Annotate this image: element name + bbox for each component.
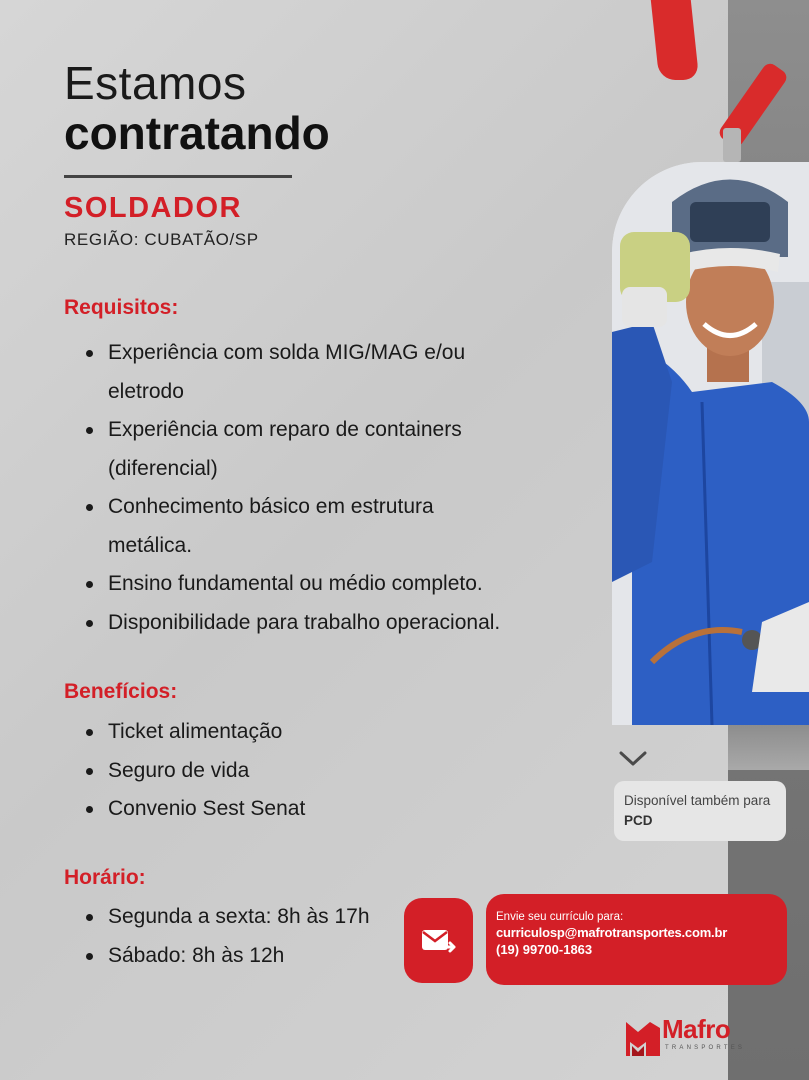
contact-card (486, 894, 787, 985)
brand-name: Mafro (662, 1014, 731, 1044)
requirements-title: Requisitos: (64, 296, 179, 319)
list-item: Experiência com solda MIG/MAG e/ou (86, 334, 500, 373)
job-region: REGIÃO: CUBATÃO/SP (64, 230, 259, 249)
list-item: Sábado: 8h às 12h (86, 937, 370, 976)
list-item: eletrodo (108, 379, 184, 403)
brand-tagline: TRANSPORTES (665, 1045, 746, 1051)
list-item: Disponibilidade para trabalho operacional. (86, 604, 500, 643)
welder-illustration (612, 162, 809, 725)
schedule-title: Horário: (64, 866, 146, 889)
contact-phone[interactable]: (19) 99700-1863 (496, 942, 593, 957)
list-item: metálica. (108, 533, 193, 557)
contact-label: Envie seu currículo para: (496, 911, 624, 923)
list-item: Ticket alimentação (86, 713, 305, 752)
list-item: Segunda a sexta: 8h às 17h (86, 898, 370, 937)
requirements-list (86, 334, 500, 642)
list-item: Experiência com reparo de containers (86, 411, 500, 450)
contact-email[interactable]: curriculosp@mafrotransportes.com.br (496, 925, 728, 940)
chevron-down-icon (618, 748, 648, 770)
mail-send-icon (420, 926, 458, 956)
list-item: (diferencial) (108, 456, 218, 480)
list-item: Ensino fundamental ou médio completo. (86, 565, 500, 604)
list-item: Seguro de vida (86, 752, 305, 791)
schedule-list (86, 898, 370, 975)
list-item: Conhecimento básico em estrutura (86, 488, 500, 527)
pcd-badge (614, 781, 786, 841)
send-resume-button[interactable] (404, 898, 473, 983)
pcd-text: Disponível também para (624, 793, 771, 808)
lanyard-clip (723, 128, 741, 162)
benefits-list (86, 713, 305, 829)
job-title: SOLDADOR (64, 192, 242, 224)
lanyard-decoration (651, 0, 699, 80)
benefits-title: Benefícios: (64, 680, 178, 703)
welder-photo (612, 162, 809, 725)
list-item: Convenio Sest Senat (86, 790, 305, 829)
pcd-highlight: PCD (624, 813, 653, 828)
divider (64, 175, 292, 178)
headline-line1: Estamos (64, 57, 247, 109)
headline-line2: contratando (64, 107, 330, 159)
